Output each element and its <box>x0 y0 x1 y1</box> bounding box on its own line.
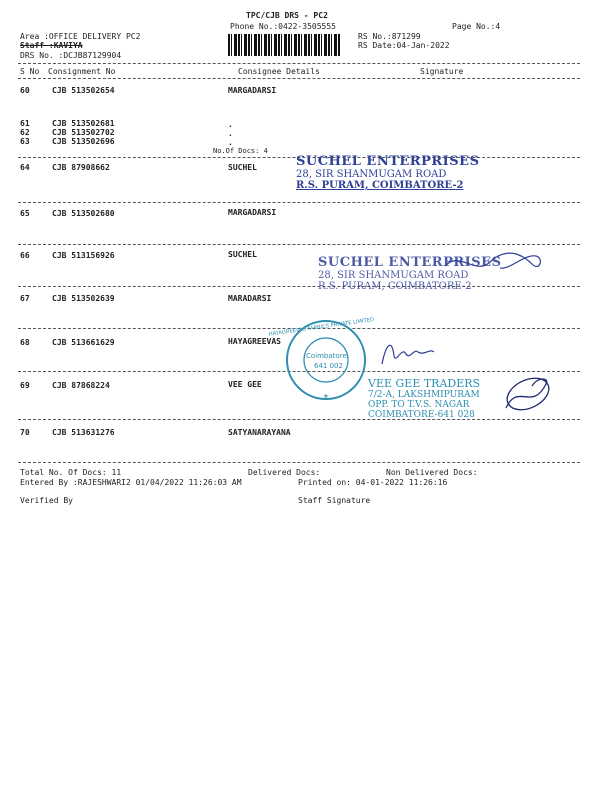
footer-divider <box>18 462 580 463</box>
svg-text:HAYAGREEVAS FABRICS PRIVATE LI: HAYAGREEVAS FABRICS PRIVATE LIMITED <box>268 316 375 338</box>
row-sno: 64 <box>20 163 30 172</box>
seal-city: Coimbatore <box>306 352 347 360</box>
veegee-stamp <box>368 377 480 420</box>
seal-pincode: 641 002 <box>314 362 343 370</box>
row-sno: 62 <box>20 128 30 137</box>
column-header-signature: Signature <box>420 67 464 76</box>
report-title: TPC/CJB DRS - PC2 <box>246 11 328 20</box>
staff-signature: Staff Signature <box>298 496 371 505</box>
rs-date: RS Date:04-Jan-2022 <box>358 41 450 50</box>
row-sno: 66 <box>20 251 30 260</box>
total-docs: Total No. Of Docs: 11 <box>20 468 122 477</box>
row-consignment: CJB 513156926 <box>52 251 115 260</box>
row-consignee: MARADARSI <box>228 294 272 303</box>
row-consignee: VEE GEE <box>228 380 262 389</box>
column-header-consignee: Consignee Details <box>238 67 320 76</box>
suchel-stamp-1 <box>296 154 479 191</box>
row-sno: 65 <box>20 209 30 218</box>
row-divider <box>18 202 580 203</box>
row-consignee: SATYANARAYANA <box>228 428 291 437</box>
row-sno: 61 <box>20 119 30 128</box>
signature-scribble <box>498 372 558 416</box>
stamp-line: COIMBATORE-641 028 <box>368 410 475 420</box>
staff-label: Staff :KAVIYA <box>20 41 83 50</box>
stamp-line: R.S. PURAM, COIMBATORE-2 <box>296 180 464 191</box>
row-consignee: MARGADARSI <box>228 86 277 95</box>
row-consignee: SUCHEL <box>228 250 257 259</box>
signature-scribble <box>440 248 550 278</box>
row-consignee: MARGADARSI <box>228 208 277 217</box>
row-consignment: CJB 513661629 <box>52 338 115 347</box>
row-consignee: . <box>228 120 233 129</box>
barcode <box>228 34 340 56</box>
stamp-line: 7/2-A, LAKSHMIPURAM <box>368 390 480 400</box>
phone-number: Phone No.:0422-3505555 <box>230 22 336 31</box>
row-consignee: . <box>228 138 233 147</box>
stamp-line: 28, SIR SHANMUGAM ROAD <box>296 169 447 180</box>
row-divider <box>18 419 580 420</box>
row-consignment: CJB 87908662 <box>52 163 110 172</box>
row-sno: 70 <box>20 428 30 437</box>
row-consignment: CJB 513502639 <box>52 294 115 303</box>
stamp-line: SUCHEL ENTERPRISES <box>318 255 502 270</box>
stamp-line: 28, SIR SHANMUGAM ROAD <box>318 270 469 281</box>
row-sno: 69 <box>20 381 30 390</box>
column-header-divider <box>18 78 580 79</box>
row-consignment: CJB 513502680 <box>52 209 115 218</box>
delivered-docs: Delivered Docs: <box>248 468 321 477</box>
column-header-sno: S No <box>20 67 40 76</box>
drs-number: DRS No. :DCJB87129904 <box>20 51 122 60</box>
row-sno: 68 <box>20 338 30 347</box>
row-consignment: CJB 513502681 <box>52 119 115 128</box>
stamp-line: R.S. PURAM, COIMBATORE-2 <box>318 281 472 292</box>
non-delivered-docs: Non Delivered Docs: <box>386 468 478 477</box>
signature-scribble <box>378 334 438 370</box>
row-consignee: HAYAGREEVAS <box>228 337 281 346</box>
row-consignment: CJB 513502696 <box>52 137 115 146</box>
row-consignment: CJB 87868224 <box>52 381 110 390</box>
row-consignment: CJB 513631276 <box>52 428 115 437</box>
verified-by: Verified By <box>20 496 73 505</box>
header-divider <box>18 63 580 64</box>
row-consignment: CJB 513502702 <box>52 128 115 137</box>
stamp-line: OPP. TO T.V.S. NAGAR <box>368 400 470 410</box>
row-consignee: . <box>228 129 233 138</box>
row-sno: 67 <box>20 294 30 303</box>
entered-by: Entered By :RAJESHWARI2 01/04/2022 11:26:03 AM <box>20 478 242 487</box>
stamp-line: SUCHEL ENTERPRISES <box>296 154 480 169</box>
row-consignment: CJB 513502654 <box>52 86 115 95</box>
svg-text:★: ★ <box>323 393 329 400</box>
printed-on: Printed on: 04-01-2022 11:26:16 <box>298 478 448 487</box>
area-label: Area :OFFICE DELIVERY PC2 <box>20 32 141 41</box>
stamp-line: VEE GEE TRADERS <box>368 377 481 390</box>
page-number: Page No.:4 <box>452 22 501 31</box>
row-sno: 63 <box>20 137 30 146</box>
column-header-consignment: Consignment No <box>48 67 116 76</box>
rs-number: RS No.:871299 <box>358 32 421 41</box>
row-divider <box>18 244 580 245</box>
row-consignee: SUCHEL <box>228 163 257 172</box>
row-sno: 60 <box>20 86 30 95</box>
group-doc-count: No.Of Docs: 4 <box>213 147 268 155</box>
